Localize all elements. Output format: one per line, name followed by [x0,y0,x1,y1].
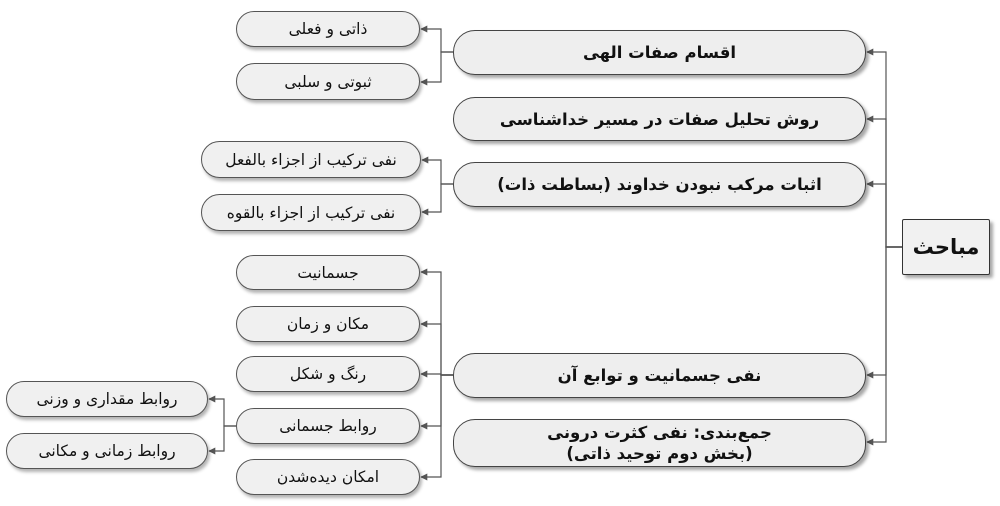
root-node[interactable] [902,219,990,275]
conclusion-prefix: جمع‌بندی: [693,423,772,442]
connector-arrow-9 [422,184,453,212]
subtopic-label: ثبوتی و سلبی [284,72,372,91]
subtopic-label: امکان دیده‌شدن [276,468,380,486]
subtopic-place-time[interactable] [236,306,420,342]
subtopic-label: جسمانیت [297,263,359,282]
subtopic-label: مکان و زمان [286,315,370,333]
connector-arrow-13 [421,375,453,426]
conclusion-heading [547,422,772,443]
connector-arrow-11 [421,324,453,375]
conclusion-title: نفی کثرت درونی [547,423,688,442]
topic-label: اقسام صفات الهی [582,43,737,62]
connector-arrow-1 [867,52,902,247]
subtopic-corporeality[interactable] [236,255,420,290]
connector-arrow-16 [209,426,236,451]
subtopic-actual-parts[interactable] [201,141,421,178]
subtopic-label: روابط جسمانی [279,417,377,435]
connector-arrow-5 [867,247,902,442]
connector-arrow-4 [867,247,902,375]
conclusion-detail: (بخش دوم توحید ذاتی) [566,444,753,463]
topic-conclusion[interactable] [453,419,866,467]
subtopic-physical-relations[interactable] [236,408,420,444]
subtopic-color-shape[interactable] [236,356,420,392]
subtopic-label: نفی ترکیب از اجزاء بالفعل [225,150,397,169]
subtopic-visibility[interactable] [236,459,420,495]
subtopic-quantity-weight-relations[interactable] [6,381,208,417]
connector-arrow-3 [867,184,902,247]
subtopic-positive-negative[interactable] [236,63,420,100]
subtopic-label: رنگ و شکل [289,365,367,383]
subtopic-label: روابط زمانی و مکانی [38,442,176,460]
subtopic-time-place-relations[interactable] [6,433,208,469]
connector-arrow-8 [422,160,453,184]
connector-arrow-15 [209,399,236,426]
connector-arrow-7 [421,52,453,82]
topic-label: اثبات مرکب نبودن خداوند (بساطت ذات) [497,175,822,194]
subtopic-label: ذاتی و فعلی [288,20,368,38]
topic-divine-attributes-types[interactable] [453,30,866,75]
topic-label: نفی جسمانیت و توابع آن [557,366,762,385]
connector-arrow-6 [421,29,453,52]
topic-divine-simplicity[interactable] [453,162,866,207]
subtopic-potential-parts[interactable] [201,194,421,231]
subtopic-label: نفی ترکیب از اجزاء بالقوه [226,203,396,222]
subtopic-essential-active[interactable] [236,11,420,47]
connector-arrow-2 [867,119,902,247]
topic-label: روش تحلیل صفات در مسیر خداشناسی [499,109,820,129]
root-label: مباحث [912,235,980,259]
topic-analysis-method[interactable] [453,97,866,141]
subtopic-label: روابط مقداری و وزنی [36,390,178,408]
topic-negation-corporeality[interactable] [453,353,866,398]
